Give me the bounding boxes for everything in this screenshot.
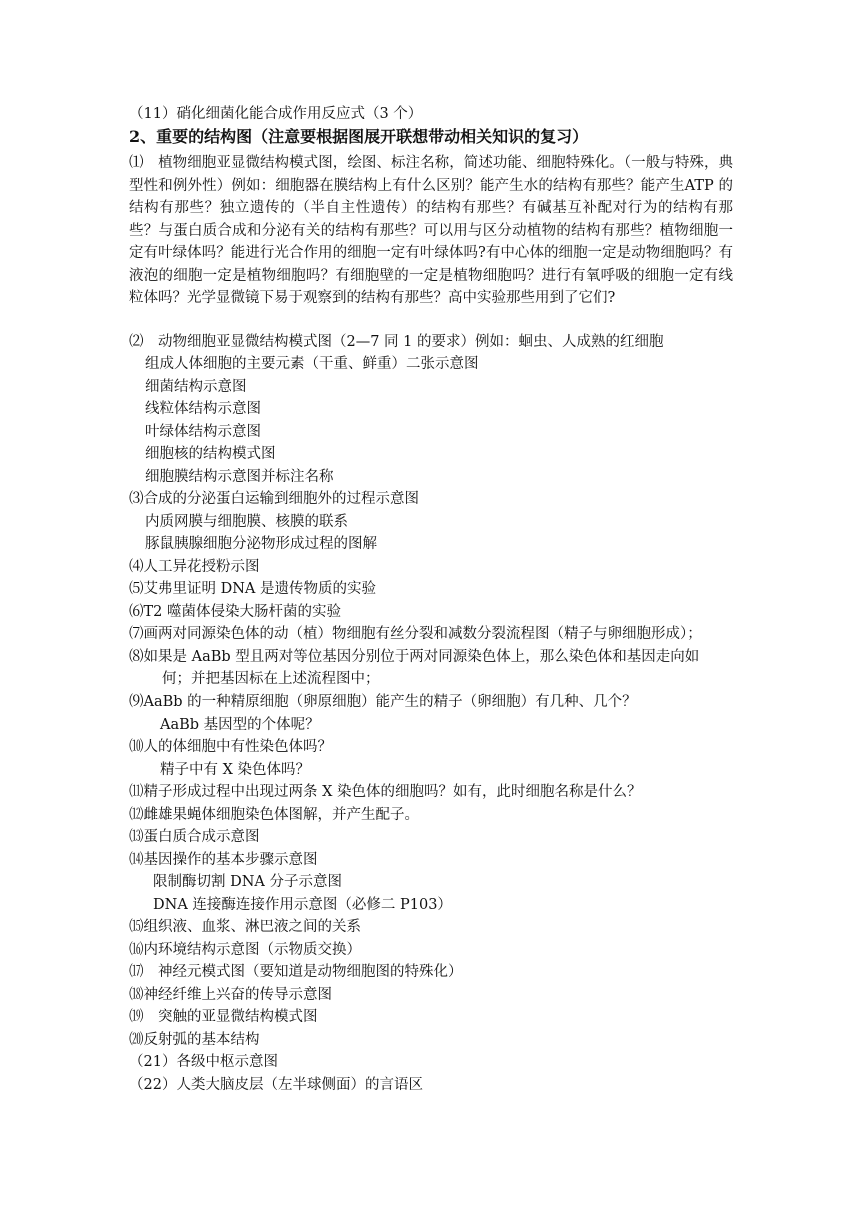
item-3-sub: 内质网膜与细胞膜、核膜的联系 — [145, 514, 348, 530]
item-3-sub: 豚鼠胰腺细胞分泌物形成过程的图解 — [145, 536, 377, 552]
item-8-continuation: 何；并把基因标在上述流程图中； — [162, 671, 380, 687]
item-4: ⑷人工异花授粉示图 — [129, 559, 260, 575]
item-2-sub: 组成人体细胞的主要元素（干重、鲜重）二张示意图 — [145, 356, 479, 372]
item-21: （21）各级中枢示意图 — [129, 1054, 278, 1070]
item-6: ⑹T2 噬菌体侵染大肠杆菌的实验 — [129, 604, 342, 620]
item-14-sub: 限制酶切割 DNA 分子示意图 — [153, 874, 343, 890]
item-2-sub: 线粒体结构示意图 — [145, 401, 261, 417]
item-19: ⒆ 突触的亚显微结构模式图 — [129, 1009, 318, 1025]
item-3: ⑶合成的分泌蛋白运输到细胞外的过程示意图 — [129, 491, 419, 507]
item-14: ⒁基因操作的基本步骤示意图 — [129, 852, 318, 868]
item-17: ⒄ 神经元模式图（要知道是动物细胞图的特殊化） — [129, 964, 463, 980]
item-12: ⑿雌雄果蝇体细胞染色体图解，并产生配子。 — [129, 807, 419, 823]
section-heading: 2、重要的结构图（注意要根据图展开联想带动相关知识的复习） — [129, 127, 589, 146]
item-9-continuation: AaBb 基因型的个体呢？ — [160, 717, 320, 733]
item-18: ⒅神经纤维上兴奋的传导示意图 — [129, 987, 332, 1003]
item-20: ⒇反射弧的基本结构 — [129, 1032, 260, 1048]
item-2-sub: 细胞核的结构模式图 — [145, 446, 276, 462]
item-2-sub: 细菌结构示意图 — [145, 379, 247, 395]
item-22: （22）人类大脑皮层（左半球侧面）的言语区 — [129, 1077, 423, 1093]
item-2-sub: 叶绿体结构示意图 — [145, 424, 261, 440]
item-11: ⑾精子形成过程中出现过两条 X 染色体的细胞吗？如有，此时细胞名称是什么？ — [129, 784, 642, 800]
item-2-sub: 细胞膜结构示意图并标注名称 — [145, 469, 334, 485]
item-16: ⒃内环境结构示意图（示物质交换） — [129, 942, 361, 958]
item-2: ⑵ 动物细胞亚显微结构模式图（2—7 同 1 的要求）例如：蛔虫、人成熟的红细胞 — [129, 334, 664, 350]
item-10: ⑽人的体细胞中有性染色体吗？ — [129, 739, 332, 755]
item-14-sub: DNA 连接酶连接作用示意图（必修二 P103） — [153, 897, 452, 913]
item-13: ⒀蛋白质合成示意图 — [129, 829, 260, 845]
item-7: ⑺画两对同源染色体的动（植）物细胞有丝分裂和减数分裂流程图（精子与卵细胞形成）； — [129, 626, 702, 642]
item-10-continuation: 精子中有 X 染色体吗？ — [160, 762, 311, 778]
item-5: ⑸艾弗里证明 DNA 是遗传物质的实验 — [129, 581, 377, 597]
item-1-paragraph: ⑴ 植物细胞亚显微结构模式图，绘图、标注名称，简述功能、细胞特殊化。（一般与特殊，典型性和例外性）例如：细胞器在膜结构上有什么区别？能产生水的结构有那些？能产生ATP 的结构有那些？独立遗传的（半自主性遗传）的结构有那些？有碱基互补配对行为的结构有那些？与蛋白质合成和分泌有关的结构有那些？可以用与区分动植物的结构有那些？植物细胞一定有叶绿体吗？能进行光合作用的细胞一定有叶绿体吗?有中心体的细胞一定是动物细胞吗？有液泡的细胞一定是植物细胞吗？有细胞壁的一定是植物细胞吗？进行有氧呼吸的细胞一定有线粒体吗？光学显微镜下易于观察到的结构有那些？高中实验那些用到了它们? — [129, 155, 733, 306]
item-9: ⑼AaBb 的一种精原细胞（卵原细胞）能产生的精子（卵细胞）有几种、几个？ — [129, 694, 637, 710]
item-8: ⑻如果是 AaBb 型且两对等位基因分别位于两对同源染色体上，那么染色体和基因走向如 — [129, 649, 700, 665]
intro-line: （11）硝化细菌化能合成作用反应式（3 个） — [129, 106, 423, 122]
item-15: ⒂组织液、血浆、淋巴液之间的关系 — [129, 919, 361, 935]
